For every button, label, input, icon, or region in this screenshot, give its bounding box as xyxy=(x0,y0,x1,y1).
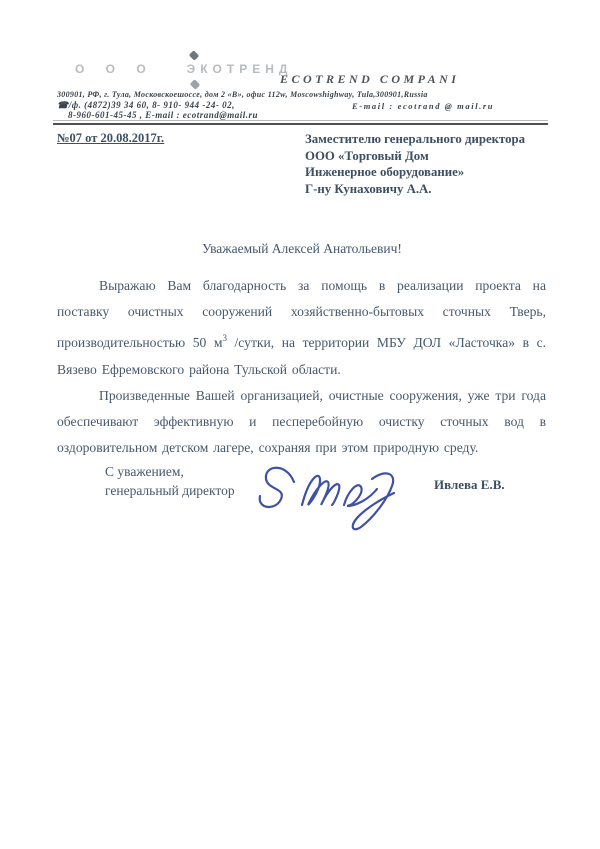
email-line-right: E-mail : ecotrand @ mail.ru xyxy=(352,101,495,111)
divider-thin-line xyxy=(53,120,548,121)
logo-ooo-text: О О О xyxy=(75,62,155,76)
company-logo xyxy=(75,60,292,78)
address-line: 300901, РФ, г. Тула, Московскоешоссе, дом 2 «В», офис 112w, Moscowshighway, Tula,300901,Russia xyxy=(57,90,428,99)
letterhead-divider xyxy=(53,120,548,125)
paragraph-2: Произведенные Вашей организацией, очистные сооружения, уже три года обеспечивают эффективную и песперебойную очистку сточных вод в оздоровительном детском лагере, сохраняя при этом природную среду. xyxy=(57,387,546,456)
recipient-line: Инженерное оборудование» xyxy=(305,165,465,180)
company-name-english: ECOTREND COMPANI xyxy=(280,72,460,86)
recipient-line: Заместителю генерального директора xyxy=(305,132,526,146)
paragraph-1-text-cont: /сутки, на территории МБУ ДОЛ «Ласточка» в с. Вязево Ефремовского района Тульской области. xyxy=(57,335,546,377)
letter-body xyxy=(57,273,546,461)
paragraph-1-text: Выражаю Вам благодарность за помощь в реализации проекта на поставку очистных сооружений хозяйственно-бытовых сточных Тверь, производительностью 50 м xyxy=(57,278,546,351)
recipient-line: ООО «Торговый Дом xyxy=(305,148,429,163)
closing-line-2: генеральный директор xyxy=(105,483,235,498)
closing-block xyxy=(105,462,235,500)
closing-line-1: С уважением, xyxy=(105,464,184,479)
phone-line: ☎/ф. (4872)39 34 60, 8- 910- 944 -24- 02, xyxy=(57,100,235,110)
signer-name: Ивлева Е.В. xyxy=(434,477,505,492)
phone-email-line: 8-960-601-45-45 , E-mail : ecotrand@mail.ru xyxy=(68,110,258,120)
superscript-cubed: 3 xyxy=(222,333,227,344)
recipient-line: Г-ну Кунаховичу А.А. xyxy=(305,181,432,196)
salutation: Уважаемый Алексей Анатольевич! xyxy=(202,241,402,256)
handwritten-signature-icon xyxy=(248,448,428,543)
divider-thick-line xyxy=(53,123,548,126)
leaf-icon xyxy=(190,79,201,90)
recipient-block xyxy=(305,131,525,197)
reference-number: №07 от 20.08.2017г. xyxy=(57,131,165,145)
logo-brand-text: ЭКОТРЕНД xyxy=(186,62,293,76)
paragraph-1 xyxy=(57,273,546,383)
